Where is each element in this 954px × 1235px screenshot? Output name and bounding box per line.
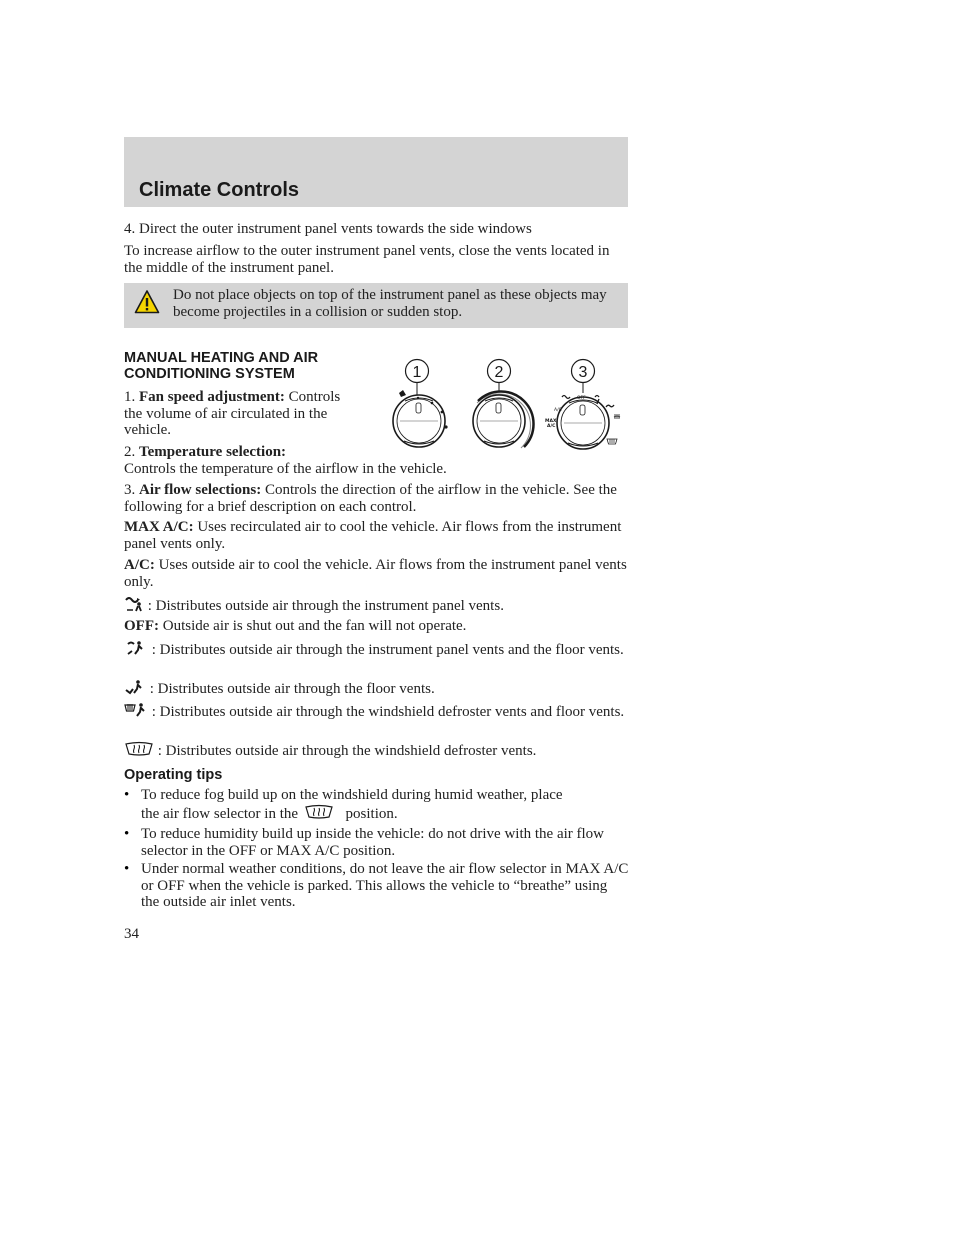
mode-off-desc: Outside air is shut out and the fan will not operate. <box>162 618 467 634</box>
air-flow-label: Air flow selections: <box>139 482 262 498</box>
bullet-1: • <box>124 787 130 803</box>
tip-1-pre: the air flow selector in the <box>141 805 299 822</box>
fan-speed-desc-3: vehicle. <box>124 422 172 438</box>
section-header-bar <box>124 137 628 207</box>
mode-ac <box>124 557 628 590</box>
mode-panel-desc: : Distributes outside air through the instrument panel vents. <box>147 598 504 614</box>
knob-label-max: MAX <box>545 419 557 424</box>
mode-off-label: OFF: <box>124 618 159 634</box>
callout-2-label: 2 <box>494 364 504 381</box>
step-4-text: 4. Direct the outer instrument panel vents towards the side windows <box>124 221 532 237</box>
airflow-tip-text: To increase airflow to the outer instrument panel vents, close the vents located in the middle of the instrument panel. <box>124 243 610 276</box>
page-title: Climate Controls <box>139 179 300 201</box>
page-number: 34 <box>124 926 139 942</box>
defrost-icon <box>124 741 154 757</box>
temperature-knob <box>473 391 534 448</box>
mode-ac-desc: Uses outside air to cool the vehicle. Air flows from the instrument panel vents only. <box>124 557 627 590</box>
climate-control-knobs-diagram <box>388 355 633 455</box>
knob-label-max-ac: A/C <box>547 424 556 429</box>
floor-vent-icon <box>124 679 146 695</box>
fan-speed-item <box>124 389 384 439</box>
tip-3: Under normal weather conditions, do not leave the air flow selector in MAX A/C or OFF when the vehicle is parked. This allows the vehicle to “breathe” using the outside air inlet vents. <box>141 861 629 910</box>
mode-max-ac <box>124 519 628 552</box>
fan-speed-desc-1: Controls <box>288 389 341 405</box>
air-flow-number: 3. <box>124 482 136 498</box>
operating-tips-heading: Operating tips <box>124 767 223 783</box>
temperature-label: Temperature selection: <box>139 444 287 460</box>
callout-3-label: 3 <box>578 364 588 381</box>
air-flow-desc: Controls the direction of the airflow in the vehicle. See the following for a brief description on each control. <box>124 482 617 515</box>
temperature-desc: Controls the temperature of the airflow in the vehicle. <box>124 460 447 477</box>
mode-panel <box>124 596 628 615</box>
mode-ac-label: A/C: <box>124 557 155 573</box>
mode-panel-floor-desc: : Distributes outside air through the instrument panel vents and the floor vents. <box>151 642 624 658</box>
fan-speed-knob <box>393 390 448 447</box>
knob-label-off: OFF <box>577 396 586 401</box>
fan-icon <box>399 390 406 397</box>
mode-defrost <box>124 741 628 760</box>
temperature-item <box>124 444 628 477</box>
knob-label-ac: A/C <box>554 408 562 413</box>
callout-3 <box>572 360 595 394</box>
tip-1-post: position. <box>345 805 398 822</box>
mode-floor-desc: : Distributes outside air through the floor vents. <box>149 681 435 697</box>
warning-text: Do not place objects on top of the instrument panel as these objects may become projectiles in a collision or sudden stop. <box>173 287 607 320</box>
panel-vent-icon <box>562 396 570 399</box>
callout-2 <box>488 360 511 392</box>
panel-floor-icon <box>124 640 148 656</box>
mode-defrost-floor-desc: : Distributes outside air through the windshield defroster vents and floor vents. <box>151 704 625 720</box>
fan-speed-label: Fan speed adjustment: <box>139 389 285 405</box>
bullet-3: • <box>124 861 130 877</box>
section-heading-line-1: MANUAL HEATING AND AIR <box>124 350 319 366</box>
fan-speed-desc-2: the volume of air circulated in the <box>124 405 328 422</box>
tip-2: To reduce humidity build up inside the vehicle: do not drive with the air flow selector in the OFF or MAX A/C position. <box>141 826 605 859</box>
mode-off <box>124 618 628 635</box>
callout-1-label: 1 <box>412 364 422 381</box>
fan-speed-number: 1. <box>124 389 136 405</box>
air-flow-item <box>124 482 628 515</box>
warning-triangle-icon <box>134 289 160 315</box>
air-flow-knob <box>545 395 620 449</box>
temperature-number: 2. <box>124 444 136 460</box>
section-heading-line-2: CONDITIONING SYSTEM <box>124 366 295 382</box>
mode-defrost-floor <box>124 702 628 721</box>
bullet-2: • <box>124 826 130 842</box>
mode-max-ac-desc: Uses recirculated air to cool the vehicle. Air flows from the instrument panel vents only. <box>124 519 622 552</box>
mode-floor <box>124 679 628 698</box>
mode-panel-floor <box>124 640 628 659</box>
warning-box <box>124 283 628 328</box>
defrost-floor-knob-icon <box>614 414 620 419</box>
panel-vent-icon <box>124 596 144 612</box>
tip-1 <box>141 787 629 822</box>
defrost-floor-icon <box>124 702 148 718</box>
mode-max-ac-label: MAX A/C: <box>124 519 194 535</box>
mode-defrost-desc: : Distributes outside air through the windshield defroster vents. <box>157 743 537 759</box>
tip-1-line-1: To reduce fog build up on the windshield during humid weather, place <box>141 787 563 803</box>
callout-1 <box>406 360 429 401</box>
floor-icon <box>606 405 614 407</box>
defrost-icon <box>304 804 334 820</box>
